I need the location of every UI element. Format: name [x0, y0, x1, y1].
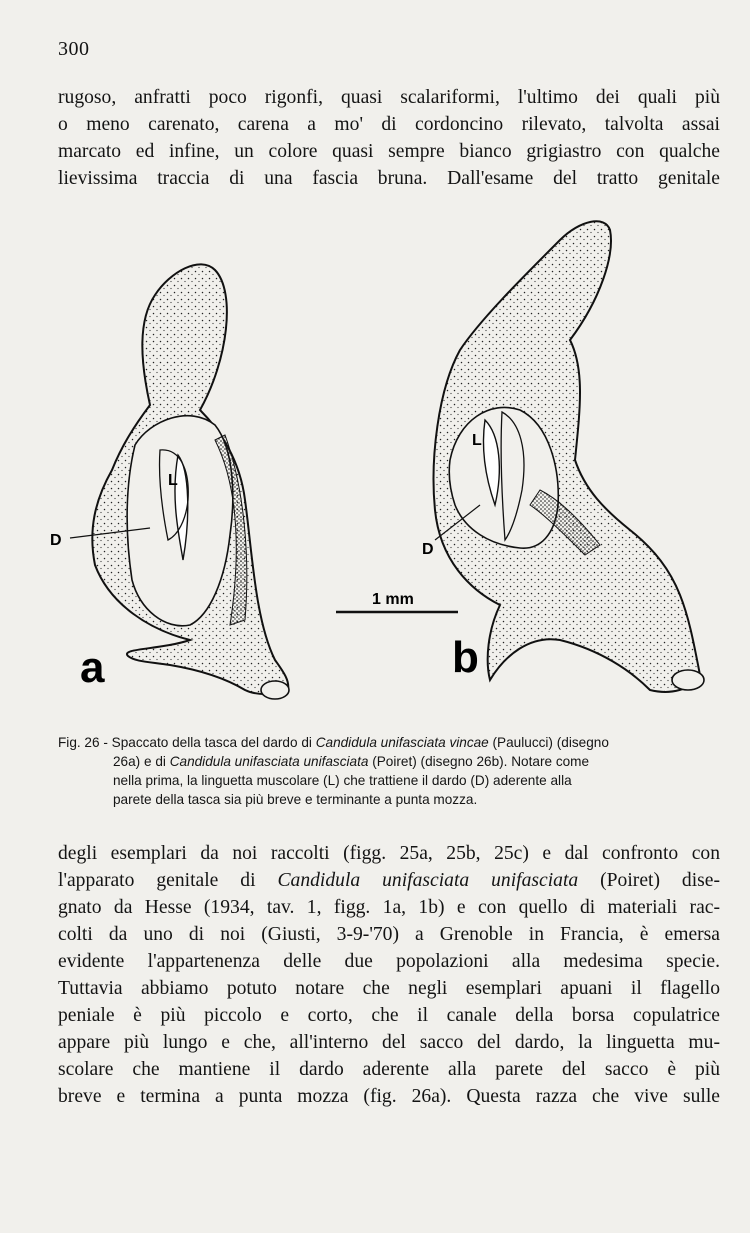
label-a: a	[80, 643, 105, 692]
figure-26-drawing	[40, 200, 730, 728]
caption-species-1: Candidula unifasciata vincae	[315, 735, 489, 750]
page-number: 300	[58, 38, 90, 60]
caption-line-2	[58, 752, 720, 771]
caption-author-1: (Paulucci) (disegno	[488, 735, 609, 750]
caption-author-2: (Poiret) (disegno 26b). Notare come	[368, 754, 590, 769]
text-line: lievissima traccia di una fascia bruna. Dall'esame del tratto genitale	[58, 168, 720, 189]
text-line: colti da uno di noi (Giusti, 3-9-'70) a Grenoble in Francia, è emersa	[58, 924, 720, 945]
caption-line-3: nella prima, la linguetta muscolare (L) che trattiene il dardo (D) aderente alla	[113, 773, 572, 788]
drawing-a	[50, 264, 289, 699]
scale-label: 1 mm	[372, 591, 414, 608]
text-line	[58, 867, 720, 894]
drawing-b	[422, 221, 704, 692]
text-line: marcato ed infine, un colore quasi sempre bianco grigiastro con qualche	[58, 141, 720, 162]
label-a-L: L	[168, 472, 178, 489]
label-b: b	[452, 633, 479, 682]
caption-line-4: parete della tasca sia più breve e terminante a punta mozza.	[113, 792, 478, 807]
text-line: evidente l'appartenenza delle due popolazioni alla medesima specie.	[58, 951, 720, 972]
figure-26	[40, 200, 730, 728]
text-line: gnato da Hesse (1934, tav. 1, figg. 1a, 1b) e con quello di materiali rac-	[58, 897, 720, 918]
figure-caption	[58, 733, 720, 809]
label-a-D: D	[50, 532, 62, 549]
text-line: Tuttavia abbiamo potuto notare che negli esemplari apuani il flagello	[58, 978, 720, 999]
label-b-L: L	[472, 432, 482, 449]
caption-line2-start: 26a) e di	[113, 754, 170, 769]
scale-bar	[336, 591, 458, 612]
text-fragment: (Poiret) dise-	[578, 870, 720, 891]
text-line: peniale è più piccolo e corto, che il canale della borsa copulatrice	[58, 1005, 720, 1026]
text-fragment: l'apparato genitale di	[58, 870, 278, 891]
caption-line-1	[58, 733, 720, 752]
text-line: degli esemplari da noi raccolti (figg. 25a, 25b, 25c) e dal confronto con	[58, 843, 720, 864]
drawing-a-duct-end	[261, 681, 289, 699]
text-line: breve e termina a punta mozza (fig. 26a). Questa razza che vive sulle	[58, 1086, 720, 1107]
text-line: scolare che mantiene il dardo aderente alla parete del sacco è più	[58, 1059, 720, 1080]
text-line: rugoso, anfratti poco rigonfi, quasi scalariformi, l'ultimo dei quali più	[58, 87, 720, 108]
label-b-D: D	[422, 541, 434, 558]
drawing-b-duct-end	[672, 670, 704, 690]
text-line: o meno carenato, carena a mo' di cordoncino rilevato, talvolta assai	[58, 114, 720, 135]
species-name: Candidula unifasciata unifasciata	[277, 870, 579, 891]
text-line: appare più lungo e che, all'interno del sacco del dardo, la linguetta mu-	[58, 1032, 720, 1053]
paragraph-top	[58, 84, 720, 192]
caption-prefix: Fig. 26 - Spaccato della tasca del dardo di	[58, 735, 316, 750]
paragraph-bottom	[58, 840, 720, 1110]
caption-species-2: Candidula unifasciata unifasciata	[169, 754, 369, 769]
